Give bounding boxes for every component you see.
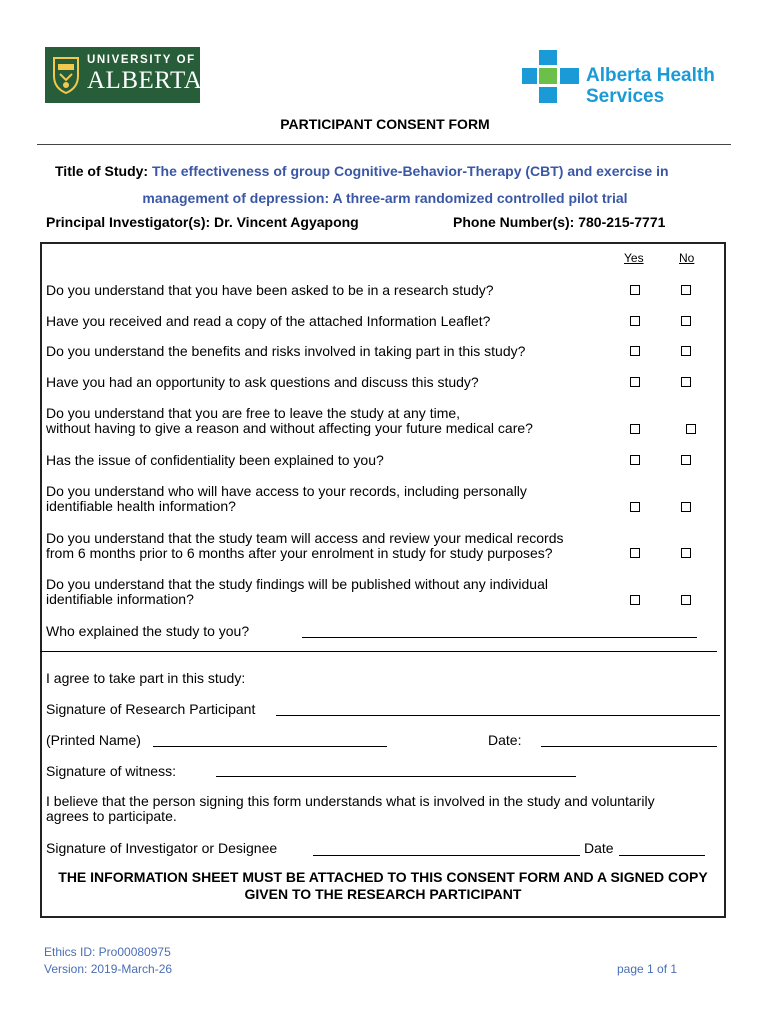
page-title: PARTICIPANT CONSENT FORM bbox=[280, 116, 490, 132]
study-title-label: Title of Study: bbox=[55, 163, 149, 179]
phone-number: Phone Number(s): 780-215-7771 bbox=[453, 214, 666, 230]
investigator-statement bbox=[46, 794, 655, 824]
question-3 bbox=[46, 344, 525, 359]
question-text: Do you understand that the study findings will be published without any individual bbox=[46, 576, 548, 592]
printed-name-label: (Printed Name) bbox=[46, 732, 141, 748]
ahs-cross-icon bbox=[522, 50, 579, 103]
ua-logo-top-text: UNIVERSITY OF bbox=[87, 54, 196, 66]
question-2 bbox=[46, 314, 490, 329]
participant-signature-label: Signature of Research Participant bbox=[46, 701, 256, 717]
question-text: identifiable information? bbox=[46, 591, 194, 607]
title-divider bbox=[37, 144, 731, 145]
question-9 bbox=[46, 577, 548, 607]
ahs-logo-line2: Services bbox=[586, 86, 665, 107]
question-text: from 6 months prior to 6 months after your enrolment in study for study purposes? bbox=[46, 545, 553, 561]
principal-investigator: Principal Investigator(s): Dr. Vincent Agyapong bbox=[46, 214, 359, 230]
statement-line2: agrees to participate. bbox=[46, 808, 177, 824]
yes-checkbox[interactable] bbox=[630, 285, 640, 295]
no-checkbox[interactable] bbox=[681, 595, 691, 605]
participant-signature-field[interactable] bbox=[276, 715, 720, 716]
yes-checkbox[interactable] bbox=[630, 316, 640, 326]
witness-signature-field[interactable] bbox=[216, 776, 576, 777]
question-text: Has the issue of confidentiality been explained to you? bbox=[46, 452, 384, 468]
date-field[interactable] bbox=[541, 746, 717, 747]
question-text: Do you understand that you have been asked to be in a research study? bbox=[46, 282, 494, 298]
yes-checkbox[interactable] bbox=[630, 455, 640, 465]
yes-checkbox[interactable] bbox=[630, 346, 640, 356]
yes-column-header: Yes bbox=[624, 251, 644, 265]
page-number: page 1 of 1 bbox=[617, 962, 678, 976]
question-7 bbox=[46, 484, 527, 514]
question-text: Have you received and read a copy of the attached Information Leaflet? bbox=[46, 313, 491, 329]
question-text: without having to give a reason and without affecting your future medical care? bbox=[46, 420, 533, 436]
no-column-header: No bbox=[679, 251, 695, 265]
who-explained-label: Who explained the study to you? bbox=[46, 623, 250, 639]
yes-checkbox[interactable] bbox=[630, 424, 640, 434]
no-checkbox[interactable] bbox=[681, 316, 691, 326]
agree-label: I agree to take part in this study: bbox=[46, 670, 246, 686]
no-checkbox[interactable] bbox=[681, 285, 691, 295]
ahs-logo-line1: Alberta Health bbox=[586, 65, 715, 86]
question-1 bbox=[46, 283, 494, 298]
who-explained-field[interactable] bbox=[302, 637, 697, 638]
investigator-signature-label: Signature of Investigator or Designee bbox=[46, 840, 278, 856]
study-title-line2: management of depression: A three-arm randomized controlled pilot trial bbox=[142, 190, 628, 206]
question-text: Do you understand who will have access to your records, including personally bbox=[46, 483, 527, 499]
no-checkbox[interactable] bbox=[681, 502, 691, 512]
section-divider bbox=[40, 651, 717, 652]
no-checkbox[interactable] bbox=[681, 377, 691, 387]
no-checkbox[interactable] bbox=[681, 455, 691, 465]
yes-checkbox[interactable] bbox=[630, 548, 640, 558]
yes-checkbox[interactable] bbox=[630, 595, 640, 605]
question-4 bbox=[46, 375, 479, 390]
attachment-notice: THE INFORMATION SHEET MUST BE ATTACHED TO THIS CONSENT FORM AND A SIGNED COPY GIVEN TO THE RESEARCH PARTICIPANT bbox=[58, 869, 708, 902]
printed-name-field[interactable] bbox=[153, 746, 387, 747]
question-8 bbox=[46, 531, 563, 561]
date-label: Date: bbox=[488, 732, 522, 748]
study-title-line1 bbox=[55, 163, 669, 179]
crest-icon bbox=[52, 56, 80, 94]
version: Version: 2019-March-26 bbox=[44, 962, 173, 976]
question-6 bbox=[46, 453, 384, 468]
yes-checkbox[interactable] bbox=[630, 377, 640, 387]
no-checkbox[interactable] bbox=[681, 346, 691, 356]
investigator-date-label: Date bbox=[584, 840, 614, 856]
question-text: Have you had an opportunity to ask questions and discuss this study? bbox=[46, 374, 479, 390]
investigator-date-field[interactable] bbox=[619, 855, 705, 856]
ua-logo-name: ALBERTA bbox=[87, 67, 203, 94]
question-5 bbox=[46, 406, 533, 436]
university-of-alberta-logo bbox=[45, 47, 203, 103]
study-title-text: The effectiveness of group Cognitive-Behavior-Therapy (CBT) and exercise in bbox=[151, 163, 669, 179]
no-checkbox[interactable] bbox=[681, 548, 691, 558]
ethics-id: Ethics ID: Pro00080975 bbox=[44, 945, 171, 959]
yes-checkbox[interactable] bbox=[630, 502, 640, 512]
no-checkbox[interactable] bbox=[686, 424, 696, 434]
statement-line1: I believe that the person signing this form understands what is involved in the study and voluntarily bbox=[46, 793, 655, 809]
question-text: identifiable health information? bbox=[46, 498, 236, 514]
question-text: Do you understand that you are free to leave the study at any time, bbox=[46, 405, 461, 421]
witness-signature-label: Signature of witness: bbox=[46, 763, 176, 779]
investigator-signature-field[interactable] bbox=[313, 855, 580, 856]
question-text: Do you understand that the study team will access and review your medical records bbox=[46, 530, 564, 546]
question-text: Do you understand the benefits and risks involved in taking part in this study? bbox=[46, 343, 526, 359]
